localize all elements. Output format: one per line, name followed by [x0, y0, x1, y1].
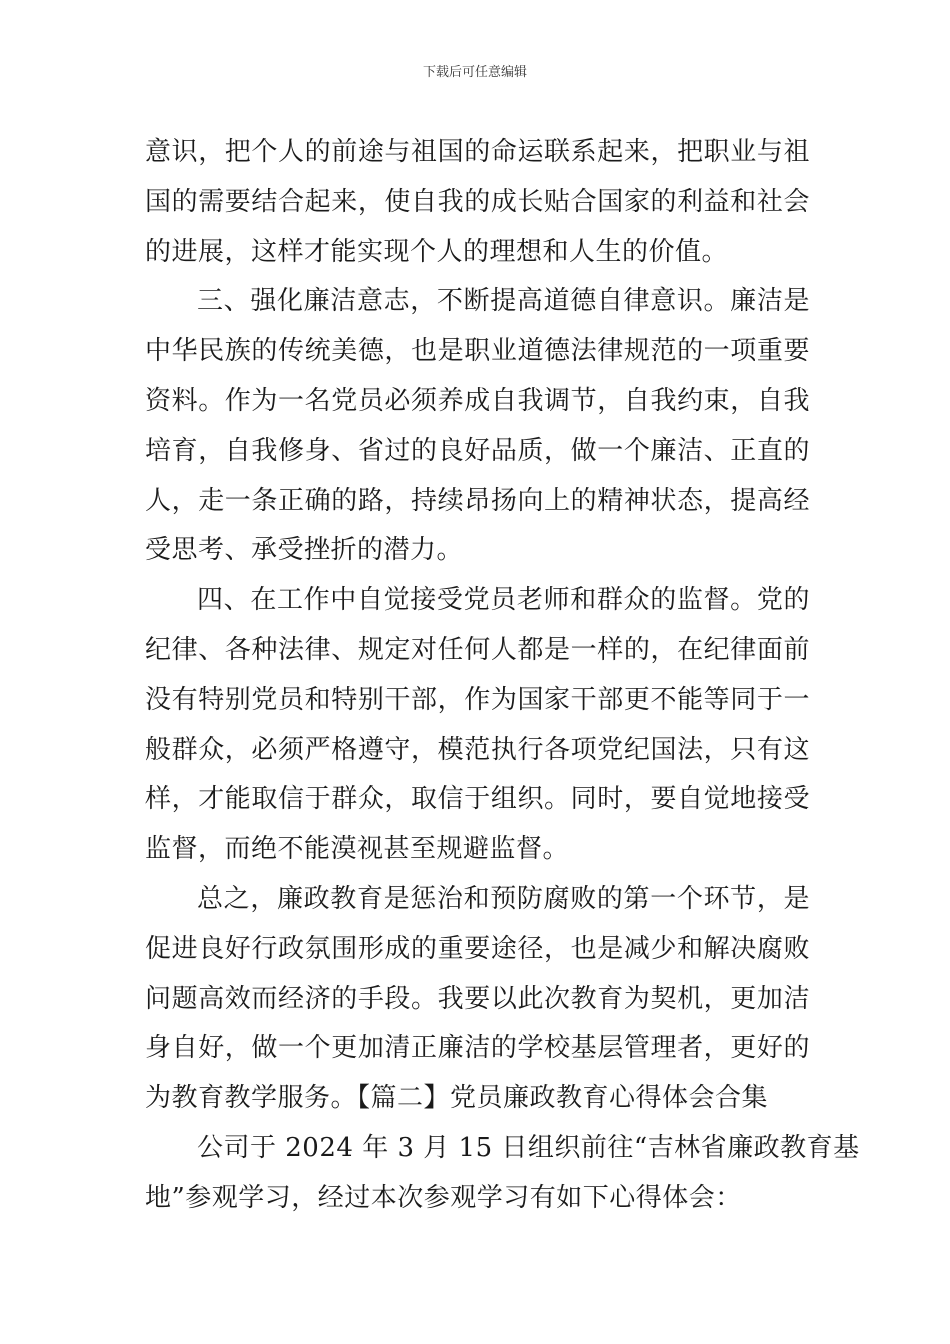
body-line: 国的需要结合起来，使自我的成长贴合国家的利益和社会 [145, 186, 810, 217]
body-line: 意识，把个人的前途与祖国的命运联系起来，把职业与祖 [145, 137, 810, 167]
paragraph-start-line: 三、强化廉洁意志，不断提高道德自律意识。廉洁是 [197, 286, 810, 317]
body-line: 的进展，这样才能实现个人的理想和人生的价值。 [145, 236, 729, 267]
body-line: 监督，而绝不能漠视甚至规避监督。 [145, 834, 570, 865]
body-line: 样，才能取信于群众，取信于组织。同时，要自觉地接受 [145, 784, 810, 815]
body-line: 中华民族的传统美德，也是职业道德法律规范的一项重要 [145, 336, 810, 367]
body-line: 为教育教学服务。【篇二】党员廉政教育心得体会合集 [145, 1083, 769, 1114]
body-line: 培育，自我修身、省过的良好品质，做一个廉洁、正直的 [145, 435, 810, 466]
body-line: 受思考、承受挫折的潜力。 [145, 535, 464, 566]
body-line: 地”参观学习，经过本次参观学习有如下心得体会： [145, 1182, 742, 1213]
document-body [145, 128, 860, 1224]
paragraph-start-line: 公司于 2024 年 3 月 15 日组织前往“吉林省廉政教育基 [197, 1132, 860, 1163]
body-line: 身自好，做一个更加清正廉洁的学校基层管理者，更好的 [145, 1033, 810, 1064]
body-line: 般群众，必须严格遵守，模范执行各项党纪国法，只有这 [145, 734, 810, 765]
body-line: 人，走一条正确的路，持续昂扬向上的精神状态，提高经 [145, 485, 810, 516]
paragraph-start-line: 总之，廉政教育是惩治和预防腐败的第一个环节，是 [197, 883, 810, 914]
body-line: 资料。作为一名党员必须养成自我调节，自我约束，自我 [145, 385, 810, 416]
body-line: 促进良好行政氛围形成的重要途径，也是减少和解决腐败 [145, 933, 810, 964]
body-line: 纪律、各种法律、规定对任何人都是一样的，在纪律面前 [145, 634, 810, 665]
paragraph-start-line: 四、在工作中自觉接受党员老师和群众的监督。党的 [197, 585, 810, 616]
page-header: 下载后可任意编辑 [422, 65, 527, 80]
body-line: 问题高效而经济的手段。我要以此次教育为契机，更加洁 [145, 983, 810, 1014]
body-line: 没有特别党员和特别干部，作为国家干部更不能等同于一 [145, 684, 810, 715]
